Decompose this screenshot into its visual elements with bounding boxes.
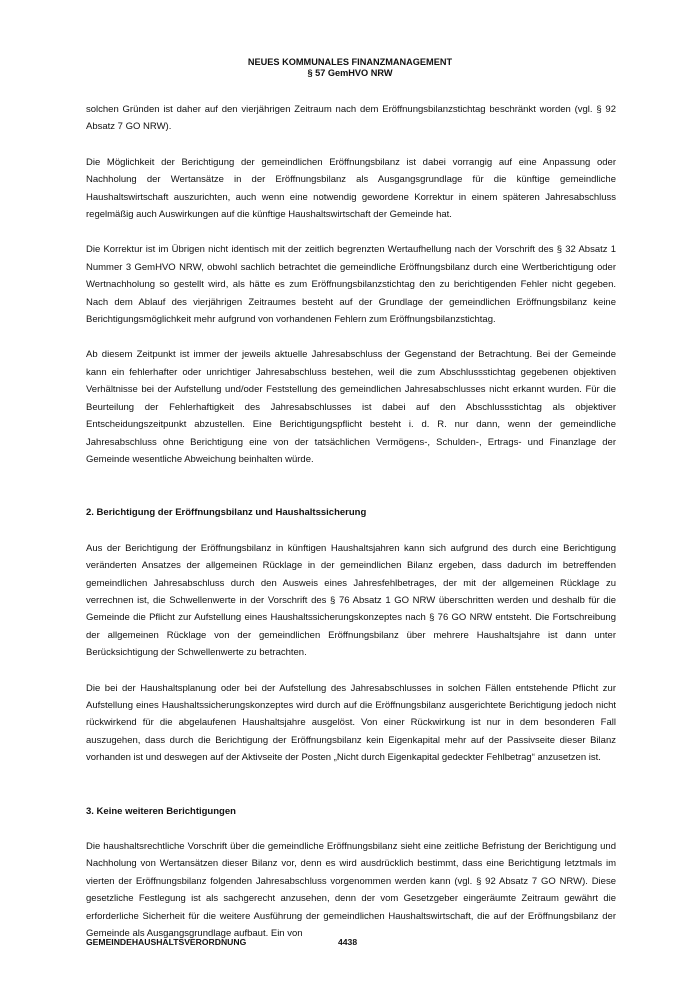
spacer	[86, 785, 616, 803]
paragraph: Die haushaltsrechtliche Vorschrift über die gemeindliche Eröffnungsbilanz sieht eine zeitliche Befristung der Berichtigung und Nachholung von Wertansätzen dieser Bilanz vor, denn es wird ausdrücklich bestimmt, dass eine Berichtigung letztmals im vierten der Eröffnungsbilanz folgenden Jahresabschluss vorgenommen werden kann (vgl. § 92 Absatz 7 GO NRW). Diese gesetzliche Festlegung ist als sachgerecht anzusehen, denn der vom Gesetzgeber eingeräumte Zeitraum gewährt die erforderliche Sicherheit für die weitere Ausführung der gemeindlichen Haushaltswirtschaft, die auf der Eröffnungsbilanz der Gemeinde als Ausgangsgrundlage aufbaut. Ein von	[86, 841, 616, 940]
header-subtitle: § 57 GemHVO NRW	[307, 68, 393, 78]
paragraph: Die Korrektur ist im Übrigen nicht identisch mit der zeitlich begrenzten Wertaufhellung nach der Vorschrift des § 32 Absatz 1 Nummer 3 GemHVO NRW, obwohl sachlich betrachtet die gemeindliche Eröffnungsbilanz durch eine Wertberichtigung oder Wertnachholung so gestellt wird, als hätte es zum Eröffnungsbilanzstichtag den zu berichtigenden Fehler nicht gegeben. Nach dem Ablauf des vierjährigen Zeitraumes besteht auf der Grundlage der gemeindlichen Eröffnungsbilanz keine Berichtigungsmöglichkeit mehr aufgrund von vorhandenen Fehlern zum Eröffnungsbilanzstichtag.	[86, 244, 616, 326]
paragraph: Die Möglichkeit der Berichtigung der gemeindlichen Eröffnungsbilanz ist dabei vorrangig auf eine Anpassung oder Nachholung der Wertansätze in der Eröffnungsbilanz als Ausgangsgrundlage für die künftige gemeindliche Haushaltswirtschaft auszurichten, auch wenn eine notwendig gewordene Korrektur in einem späteren Jahresabschluss regelmäßig auch Auswirkungen auf die künftige Haushaltswirtschaft der Gemeinde hat.	[86, 156, 616, 221]
paragraph: Aus der Berichtigung der Eröffnungsbilanz in künftigen Haushaltsjahren kann sich aufgrund des durch eine Berichtigung veränderten Ansatzes der allgemeinen Rücklage in der gemeindlichen Bilanz ergeben, dass dadurch im betreffenden gemeindlichen Jahresabschluss durch den Ausweis eines Jahresfehlbetrages, der mit der allgemeinen Rücklage zu verrechnen ist, die Schwellenwerte in der Vorschrift des § 76 Absatz 1 GO NRW überschritten werden und deshalb für die Gemeinde die Pflicht zur Aufstellung eines Haushaltssicherungskonzeptes nach § 76 GO NRW entsteht. Die Fortschreibung der allgemeinen Rücklage von der gemeindlichen Eröffnungsbilanz über mehrere Haushaltsjahre ist dann unter Berücksichtigung der Schwellenwerte zu betrachten.	[86, 542, 616, 659]
page-header	[0, 57, 700, 79]
paragraph: Die bei der Haushaltsplanung oder bei der Aufstellung des Jahresabschlusses in solchen Fällen entstehende Pflicht zur Aufstellung eines Haushaltssicherungskonzeptes wird durch auf die Eröffnungsbilanz ausgerichtete Berichtigung jedoch nicht rückwirkend für die abgelaufenen Haushaltsjahre ausgelöst. Von einer Rückwirkung ist nur in dem besonderen Fall auszugehen, dass durch die Berichtigung der Eröffnungsbilanz kein Eigenkapital mehr auf der Passivseite dieser Bilanz vorhanden ist und deswegen auf der Aktivseite der Posten „Nicht durch Eigenkapital gedeckter Fehlbetrag“ anzusetzen ist.	[86, 682, 616, 764]
page-footer	[86, 937, 616, 948]
section-heading: 3. Keine weiteren Berichtigungen	[86, 805, 236, 817]
section-heading: 2. Berichtigung der Eröffnungsbilanz und Haushaltssicherung	[86, 507, 367, 519]
page-number: 4438	[338, 937, 358, 947]
header-title: NEUES KOMMUNALES FINANZMANAGEMENT	[247, 57, 453, 67]
paragraph: Ab diesem Zeitpunkt ist immer der jeweils aktuelle Jahresabschluss der Gegenstand der Betrachtung. Bei der Gemeinde kann ein fehlerhafter oder unrichtiger Jahresabschluss bestehen, weil die zum Abschlussstichtag gegebenen objektiven Verhältnisse bei der Aufstellung und/oder Feststellung des gemeindlichen Jahresabschlusses nicht erkannt wurden. Für die Beurteilung der Fehlerhaftigkeit des Jahresabschlusses ist dabei auf den Abschlussstichtag als objektiver Entscheidungszeitpunkt abzustellen. Eine Berichtigungspflicht besteht i. d. R. nur dann, wenn der gemeindliche Jahresabschluss ohne Berichtigung eine von der tatsächlichen Vermögens-, Schulden-, Ertrags- und Finanzlage der Gemeinde wesentliche Abweichung beinhalten würde.	[86, 349, 616, 465]
document-body	[86, 101, 616, 960]
spacer	[86, 486, 616, 504]
footer-title: GEMEINDEHAUSHALTSVERORDNUNG	[86, 937, 247, 947]
paragraph: solchen Gründen ist daher auf den vierjährigen Zeitraum nach dem Eröffnungsbilanzstichtag beschränkt worden (vgl. § 92 Absatz 7 GO NRW).	[86, 104, 616, 133]
